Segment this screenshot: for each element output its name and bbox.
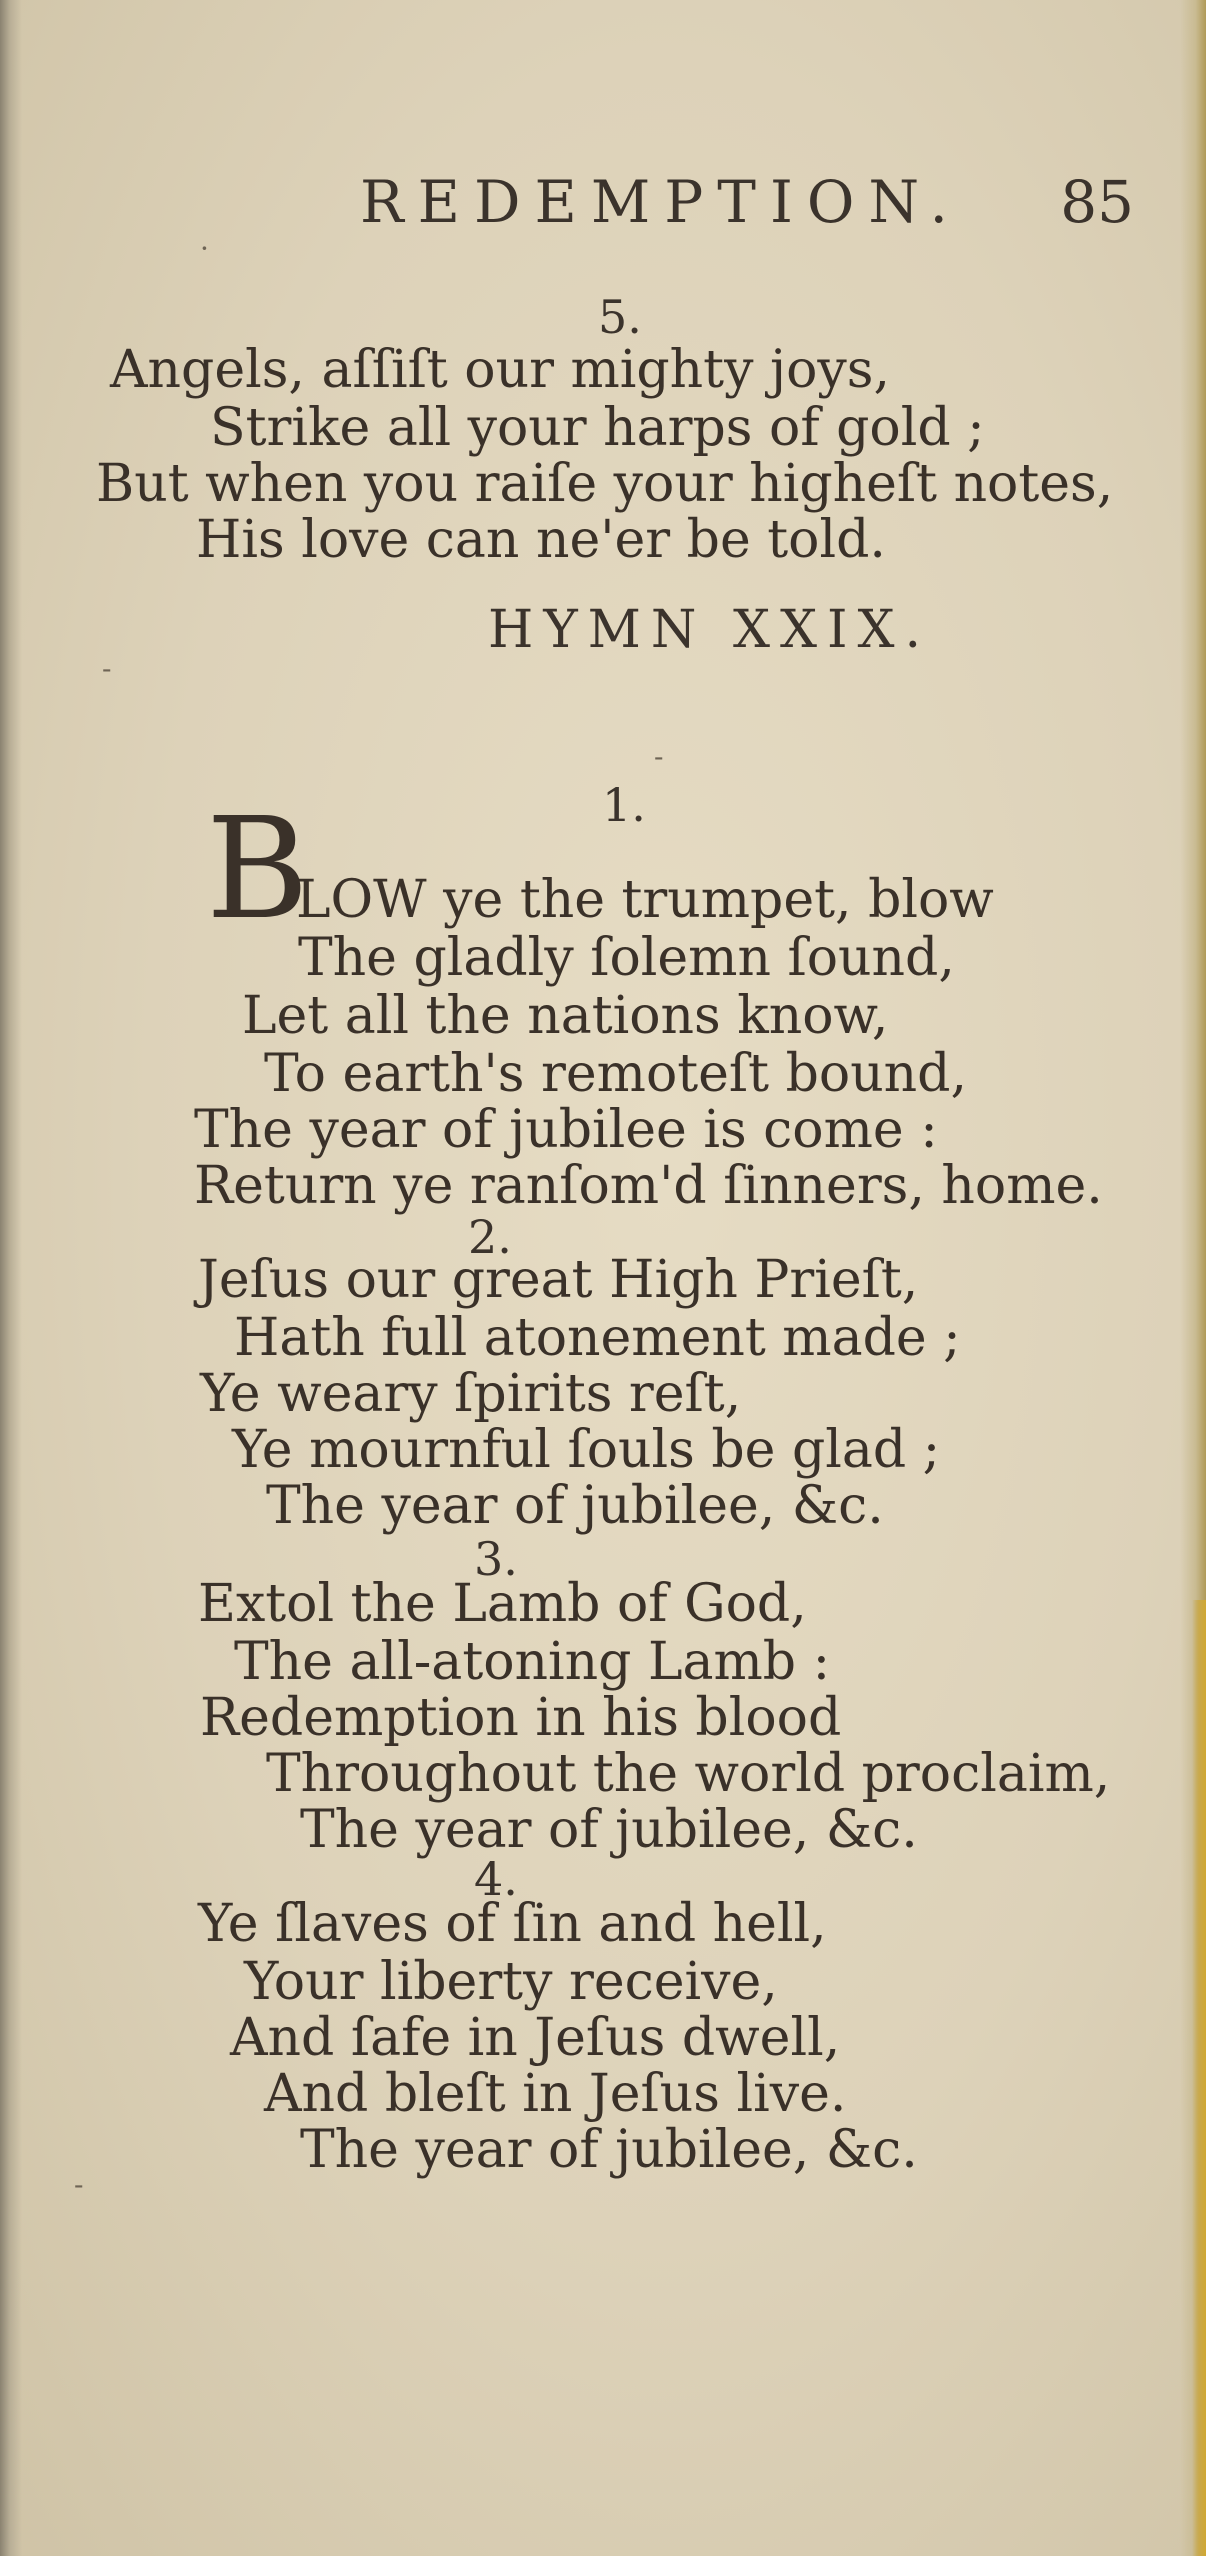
verse-line: And ſafe in Jeſus dwell,	[230, 2008, 841, 2068]
verse-line: Hath full atonement made ;	[234, 1308, 961, 1368]
verse-line: The year of jubilee is come :	[194, 1100, 938, 1160]
verse-line: His love can ne'er be told.	[196, 510, 886, 570]
speck-mark: -	[654, 740, 664, 773]
verse-line: Throughout the world proclaim,	[266, 1744, 1111, 1804]
verse-line: Ye weary ſpirits reſt,	[200, 1364, 742, 1424]
verse-line: Let all the nations know,	[242, 986, 889, 1046]
verse-line: Angels, aſſiſt our mighty joys,	[110, 340, 890, 400]
verse-line: The all-atoning Lamb :	[234, 1632, 831, 1692]
verse-line: And bleſt in Jeſus live.	[264, 2064, 847, 2124]
stanza-number: 5.	[598, 290, 642, 344]
stanza-number: 2.	[468, 1210, 512, 1264]
speck-mark: -	[74, 2168, 84, 2201]
speck-mark: -	[102, 652, 112, 685]
page-left-edge	[0, 0, 22, 2556]
stanza-number: 4.	[474, 1852, 518, 1906]
speck-mark: ·	[200, 232, 209, 265]
verse-line: The gladly ſolemn ſound,	[298, 928, 955, 988]
hymn-title: HYMN XXIX.	[488, 600, 932, 660]
running-head: REDEMPTION.	[360, 168, 962, 236]
verse-line: Strike all your harps of gold ;	[210, 398, 985, 458]
verse-line: Ye mournful ſouls be glad ;	[232, 1420, 941, 1480]
drop-capital: B	[206, 788, 309, 951]
page-number: 85	[1060, 168, 1134, 236]
verse-line: The year of jubilee, &c.	[300, 1800, 918, 1860]
verse-line: Extol the Lamb of God,	[198, 1574, 807, 1634]
verse-line: Ye ſlaves of ſin and hell,	[198, 1894, 827, 1954]
verse-line: Your liberty receive,	[244, 1952, 778, 2012]
verse-line: To earth's remoteſt bound,	[264, 1044, 967, 1104]
verse-line: But when you raiſe your higheſt notes,	[96, 454, 1114, 514]
stanza-number: 1.	[602, 778, 646, 832]
verse-line: Return ye ranſom'd ſinners, home.	[194, 1156, 1103, 1216]
verse-line: The year of jubilee, &c.	[266, 1476, 884, 1536]
verse-line: Redemption in his blood	[200, 1688, 842, 1748]
verse-line: Jeſus our great High Prieſt,	[198, 1250, 919, 1310]
page-gilt-edge	[1192, 1600, 1206, 2556]
verse-line: The year of jubilee, &c.	[300, 2120, 918, 2180]
stanza-number: 3.	[474, 1532, 518, 1586]
verse-line: LOW ye the trumpet, blow	[296, 870, 994, 930]
